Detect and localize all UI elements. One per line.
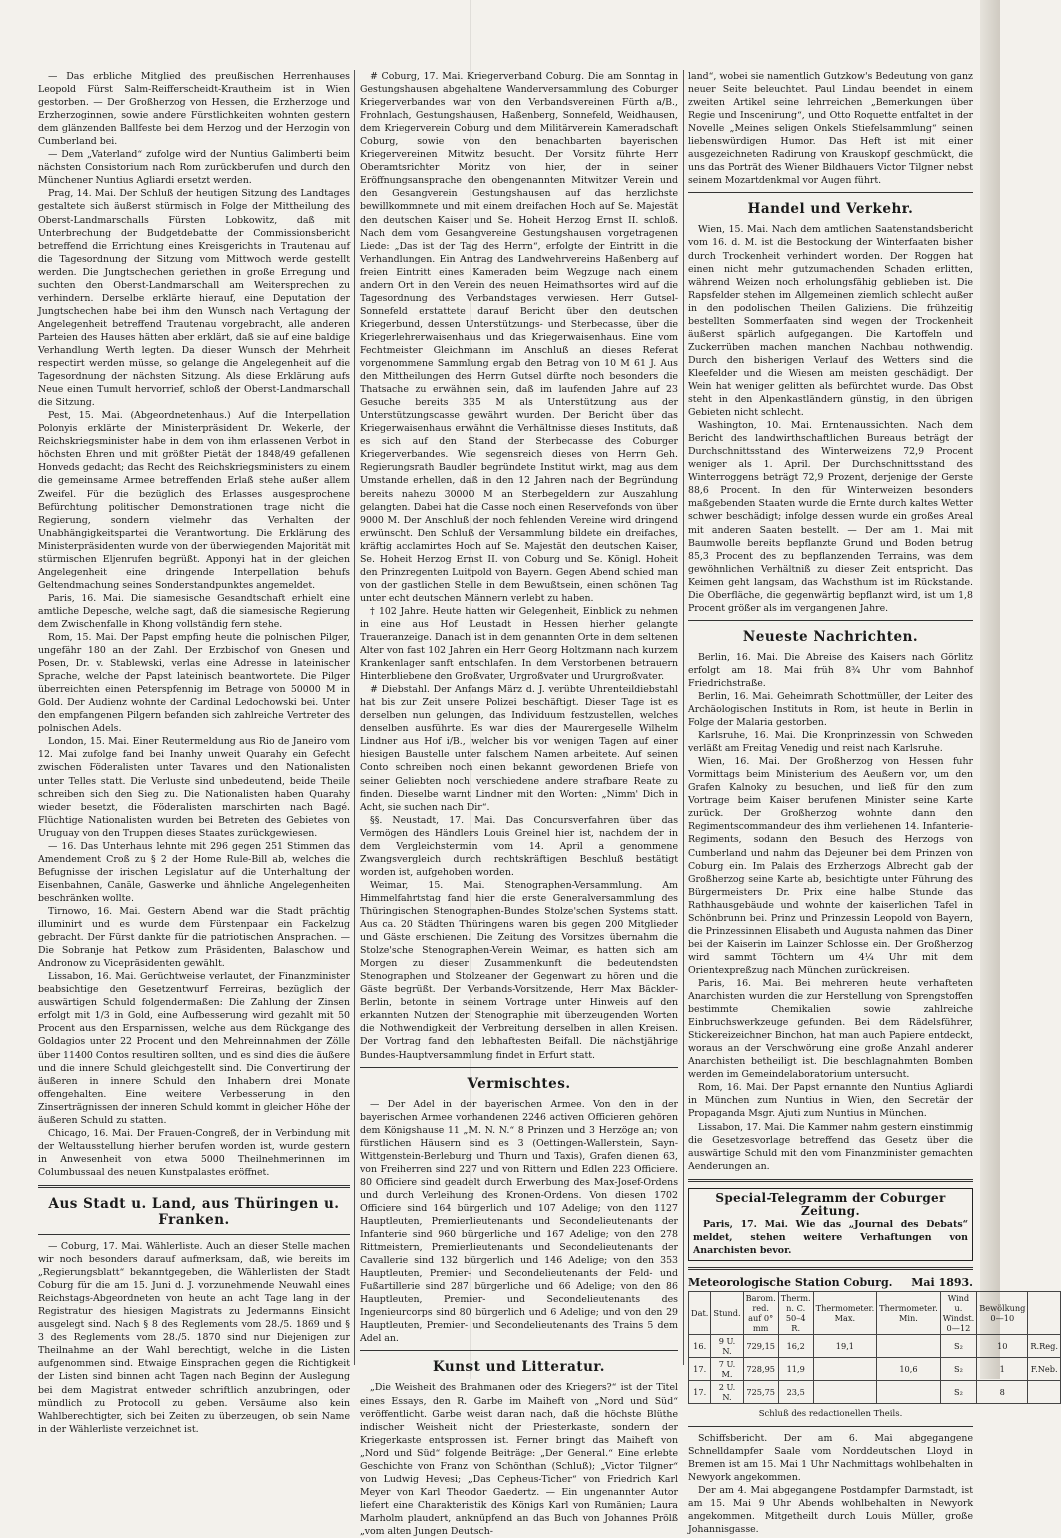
weather-header-cell bbox=[1028, 1291, 1061, 1334]
weather-header bbox=[688, 1276, 973, 1289]
weather-cell: 16,2 bbox=[778, 1334, 813, 1357]
news-paragraph: §§. Neustadt, 17. Mai. Das Concursverfahren über das Vermögen des Händlers Louis Greinel hier ist, nachdem der in dem Vergleichstermin vom 14. April a genommene Zwangsvergleich durch rechtskräftigen Beschluß bestätigt worden ist, aufgehoben worden. bbox=[360, 814, 678, 878]
weather-table bbox=[688, 1291, 1061, 1404]
weather-header-cell: Therm. n. C. 50–4 R. bbox=[778, 1291, 813, 1334]
section-rule bbox=[38, 1185, 350, 1188]
news-paragraph: Schiffsbericht. Der am 6. Mai abgegangene Schnelldampfer Saale vom Norddeutschen Lloyd in Bremen ist am 15. Mai 1 Uhr Nachmittags wohlbehalten in Newyork angekommen. bbox=[688, 1433, 973, 1484]
news-paragraph: London, 15. Mai. Einer Reutermeldung aus Rio de Janeiro vom 12. Mai zufolge fand bei Inanhy unweit Quarahy ein Gefecht zwischen Föderalisten unter Tavares und den Nationalisten unter Telles statt. Die Verluste sind unbedeutend, beide Theile schreiben sich den Sieg zu. Die Nationalisten haben Quarahy wieder besetzt, die Föderalisten marschirten nach Bagé. Flüchtige Nationalisten wurden bei Betreten des Gebietes von Uruguay von den Truppen dieses Staates zurückgewiesen. bbox=[38, 736, 350, 839]
column-divider bbox=[683, 70, 684, 1365]
weather-cell: S₂ bbox=[940, 1357, 976, 1380]
news-paragraph: Tirnowo, 16. Mai. Gestern Abend war die Stadt prächtig illuminirt und es wurde dem Fürstenpaar ein Fackelzug gebracht. Der Fürst dankte für die patriotischen Ansprachen. — Die Sobranje hat Petkow zum Präsidenten, Balaschow und Andronow zu Vicepräsidenten gewählt. bbox=[38, 906, 350, 970]
weather-cell bbox=[877, 1334, 941, 1357]
news-paragraph: Prag, 14. Mai. Der Schluß der heutigen Sitzung des Landtages gestaltete sich äußerst stürmisch in Folge der Mittheilung des Oberst-Landmarschalls Fürsten Lobkowitz, daß mit Unterbrechung der Budgetdebatte der Commissionsbericht betreffend die Errichtung eines Kreisgerichts in Trautenau auf die Tagesordnung der Sitzung vom Mittwoch werde gestellt werden. Die Jungtschechen geriethen in große Erregung und suchten den Oberst-Landmarschall am Weitersprechen zu verhindern. Derselbe erklärte hierauf, eine Deputation der Jungtschechen habe bei ihm den Wunsch nach Vertagung der Angelegenheit betreffend Trautenau vorgebracht, alle anderen Parteien des Hauses hätten aber erklärt, daß sie auf eine baldige Verhandlung Werth legten. Da dieser Wunsch der Mehrheit respectirt werden müsse, so gelange die Angelegenheit auf die Tagesordnung der nächsten Sitzung. Als diese Erklärung aufs Neue einen Tumult hervorrief, schloß der Oberst-Landmarschall die Sitzung. bbox=[38, 188, 350, 409]
weather-cell: 23,5 bbox=[778, 1380, 813, 1403]
section-rule bbox=[688, 1426, 973, 1427]
weather-cell: 8 bbox=[977, 1380, 1028, 1403]
weather-cell: 10 bbox=[977, 1334, 1028, 1357]
weather-cell: F.Neb. bbox=[1028, 1357, 1061, 1380]
news-paragraph: Weimar, 15. Mai. Stenographen-Versammlung. Am Himmelfahrtstag fand hier die erste Generalversammlung des Thüringischen Stenographen-Bundes Stolze'schen Systems statt. Aus ca. 20 Städten Thüringens waren bis gegen 200 Mitglieder und Gäste erschienen. Die Zeitung des Vorsitzes übernahm die Stolze'sche Stenographen-Verein Weimar, es hatten sich am Morgen zu dieser Zusammenkunft die bedeutendsten Stenographen und Stolzeaner der Gegenwart zu hören und die Gäste begrüßt. Der Verbands-Vorsitzende, Herr Max Bäckler-Berlin, betonte in seinem Vortrage unter Hinweis auf den erkannten Nutzen der Stenographie mit überzeugenden Worten die Nothwendigkeit der Verbreitung derselben in allen Kreisen. Der Vortrag fand den lebhaftesten Beifall. Die nächstjährige Bundes-Hauptversammlung findet in Erfurt statt. bbox=[360, 879, 678, 1061]
weather-cell: 11,9 bbox=[778, 1357, 813, 1380]
section-rule bbox=[688, 1267, 973, 1270]
news-paragraph: Lissabon, 16. Mai. Gerüchtweise verlautet, der Finanzminister beabsichtige den Gesetzentwurf Ferreiras, bezüglich der auswärtigen Schuld folgendermaßen: Die Zahlung der Zinsen erfolgt mit 1/3 in Gold, eine Aufbesserung wird gezahlt mit 50 Procent aus den Ersparnissen, welche aus dem Rückgange des Goldagios unter 22 Procent und den Mehreinnahmen der Zölle über 11400 Contos resultiren sollten, und es sind dies die äußere und die innere Schuld gleichgestellt sind. Die Convertirung der äußeren in innere Schuld den Inhabern drei Monate offengehalten. Eine weitere Verbesserung in den Zinserträgnissen der inneren Schuld kommt in gleicher Höhe der äußeren Schuld zu statten. bbox=[38, 971, 350, 1126]
column-divider bbox=[354, 70, 355, 1365]
section-title-local: Aus Stadt u. Land, aus Thüringen u. Franken. bbox=[48, 1195, 340, 1228]
weather-header-cell: Thermometer. Min. bbox=[877, 1291, 941, 1334]
weather-cell bbox=[813, 1357, 877, 1380]
telegram-title: Special-Telegramm der Coburger Zeitung. bbox=[715, 1190, 946, 1218]
weather-cell bbox=[813, 1380, 877, 1403]
column-2 bbox=[360, 70, 678, 1538]
weather-cell: 17. bbox=[689, 1380, 711, 1403]
news-paragraph: Der am 4. Mai abgegangene Postdampfer Darmstadt, ist am 15. Mai 9 Uhr Abends wohlbehalten in Newyork angekommen. Mitgetheilt durch Louis Müller, große Johannisgasse. bbox=[688, 1485, 973, 1536]
page-edge bbox=[980, 0, 1000, 1379]
weather-cell: 728,95 bbox=[743, 1357, 778, 1380]
news-paragraph: Karlsruhe, 16. Mai. Die Kronprinzessin von Schweden verläßt am Freitag Venedig und reist nach Karlsruhe. bbox=[688, 730, 973, 755]
news-paragraph: Paris, 16. Mai. Die siamesische Gesandtschaft erhielt eine amtliche Depesche, welche sagt, daß die siamesische Regierung dem Zwischenfalle in Khong vollständig fern stehe. bbox=[38, 592, 350, 630]
weather-cell: 17. bbox=[689, 1357, 711, 1380]
news-paragraph: Wien, 15. Mai. Nach dem amtlichen Saatenstandsbericht vom 16. d. M. ist die Bestockung der Winterfaaten bisher durch Trockenheit verhindert worden. Der Roggen hat einen nicht mehr gutzumachenden Schaden erlitten, während Weizen noch erholungsfähig geblieben ist. Die Rapsfelder stehen im Allgemeinen ziemlich schlecht außer in den podolischen Theilen Galiziens. Die frühzeitig bestellten Sommerfaaten sind wegen der Trockenheit äußerst spärlich aufgegangen. Die Kartoffeln und Zuckerrüben machen manchen Nachbau nothwendig. Durch den bisherigen Verlauf des Wetters sind die Kleefelder und die Wiesen am meisten geschädigt. Der Wein hat weniger gelitten als befürchtet wurde. Das Obst steht in den Alpenkastländern günstig, in den übrigen Gebieten nicht schlecht. bbox=[688, 224, 973, 419]
section-rule bbox=[38, 1234, 350, 1235]
news-paragraph: — 16. Das Unterhaus lehnte mit 296 gegen 251 Stimmen das Amendement Croß zu § 2 der Home Rule-Bill ab, welches die Befugnisse der irischen Legislatur auf die Unterhaltung der Eisenbahnen, Canäle, Gaswerke und ähnliche Angelegenheiten beschränken wollte. bbox=[38, 840, 350, 904]
weather-header-row bbox=[689, 1291, 1061, 1334]
special-telegram-box bbox=[688, 1188, 973, 1261]
news-paragraph: land“, wobei sie namentlich Gutzkow's Bedeutung von ganz neuer Seite beleuchtet. Paul Lindau beendet in einem zweiten Artikel seine lehrreichen „Bemerkungen über Regie und Inscenirung“, und Otto Roquette entfaltet in der Novelle „Meines seligen Onkels Stiefelsammlung“ seinen liebenswürdigen Humor. Das Heft ist mit einer ausgezeichneten Radirung von Krauskopf geschmückt, die uns das Porträt des Wiener Bildhauers Victor Tilgner nebst seinem Mozartdenkmal vor Augen führt. bbox=[688, 71, 973, 187]
weather-cell: 729,15 bbox=[743, 1334, 778, 1357]
weather-cell: 19,1 bbox=[813, 1334, 877, 1357]
weather-header-cell: Stund. bbox=[711, 1291, 743, 1334]
news-paragraph: # Coburg, 17. Mai. Kriegerverband Coburg. Die am Sonntag in Gestungshausen abgehaltene Wanderversammlung des Coburger Kriegerverbandes war von den Verbandsvereinen Fürth a/B., Frohnlach, Gestungshausen, Haßenberg, Sonnefeld, Weidhausen, dem Kriegerverein Coburg und dem Militärverein Kameradschaft Coburg, sowie von den benachbarten bayerischen Kriegervereinen Mitwitz besucht. Der Vorsitz führte Herr Oberamtsrichter Moritz von hier, der in seiner Eröffnungsansprache den obengenannten Mitwitzer Verein und den Gesangverein Gestungshausen auf das herzlichste bewillkommnete und mit einem dreifachen Hoch auf Se. Majestät den deutschen Kaiser und Se. Hoheit Herzog Ernst II. schloß. Nach dem vom Gesangvereine Gestungshausen vorgetragenen Liede: „Das ist der Tag des Herrn“, erfolgte der Eintritt in die Verhandlungen. Ein Antrag des Landwehrvereins Haßenberg auf freien Eintritt eines Kameraden beim Wegzuge nach einem andern Ort in den Verein des neuen Heimathsortes wird auf die Tagesordnung des Verbandstages verwiesen. Herr Gutsel-Sonnefeld erstattete darauf Bericht über den deutschen Kriegerbund, dessen Unterstützungs- und Sterbecasse, über die Kriegerlehrerwaisenhaus und das Kriegerwaisenhaus. Eine vom Fechtmeister Gleichmann im Anschluß an dieses Referat vorgenommene Sammlung ergab den Betrag von 10 M 61 J. Aus den Mittheilungen des Herrn Gutsel dürfte noch besonders die Thatsache zu erwähnen sein, daß im laufenden Jahre auf 23 Gesuche bereits 335 M als Unterstützung aus der Unterstützungscasse gewährt wurden. Der Bericht über das Kriegerwaisenhaus erwähnt die Verhältnisse dieses Instituts, daß es sich auf den Stand der Sterbecasse des Coburger Kriegerverbandes. Wie segensreich dieses von Herrn Geh. Regierungsrath Baudler begründete Institut wirkt, mag aus dem Umstande erhellen, daß in den 12 Jahren nach der Begründung bereits nahezu 30000 M an Sterbegeldern zur Auszahlung gelangten. Dabei hat die Casse noch einen Reservefonds von über 9000 M. Der Anschluß der noch fehlenden Vereine wird dringend erwünscht. Den Schluß der Versammlung bildete ein dreifaches, kräftig acclamirtes Hoch auf Se. Majestät den deutschen Kaiser, Se. Hoheit Herzog Ernst II. von Coburg und Se. Königl. Hoheit den Prinzregenten Luitpold von Bayern. Gegen Abend schied man von der gastlichen Stelle in dem Bewußtsein, einen schönen Tag unter echt deutschen Männern verlebt zu haben. bbox=[360, 71, 678, 604]
news-paragraph: Pest, 15. Mai. (Abgeordnetenhaus.) Auf die Interpellation Polonyis erklärte der Ministerpräsident Dr. Wekerle, der Reichskriegsminister habe in dem von ihm erlassenen Verbot in höchsten Ehren und mit größter Pietät der 1848/49 gefallenen Honveds gedacht; das Recht des Reichskriegsministers zu einem die gemeinsame Armee betreffenden Erlaß stehe außer allem Zweifel. Für die bezüglich des Erlasses ausgesprochene Befürchtung politischer Demonstrationen trage nicht die Regierung, sondern vielmehr das Verhalten der Unabhängigkeitspartei die Verantwortung. Die Erklärung des Ministerpräsidenten wurde von der überwiegenden Majorität mit stürmischen Eljenrufen begrüßt. Apponyi hat in der gleichen Angelegenheit eine dringende Interpellation behufs Geltendmachung seines Sonderstandpunktes angemeldet. bbox=[38, 410, 350, 591]
news-paragraph: — Coburg, 17. Mai. Wählerliste. Auch an dieser Stelle machen wir noch besonders darauf aufmerksam, daß, wie bereits im „Regierungsblatt“ bekanntgegeben, die Wählerlisten der Stadt Coburg für die am 15. Juni d. J. vorzunehmende Neuwahl eines Reichstags-Abgeordneten von heute an acht Tage lang in der Registratur des hiesigen Magistrats zu Jedermanns Einsicht ausgelegt sind. Nach § 8 des Reglements vom 28./5. 1869 und § 3 des Reglements vom 28./5. 1870 sind nur Diejenigen zur Theilnahme an der Wahl berechtigt, welche in die Listen aufgenommen sind. Etwaige Einsprachen gegen die Richtigkeit der Listen sind binnen acht Tagen nach Beginn der Auslegung bei dem Magistrat entweder schriftlich anzubringen, oder mündlich zu Protocoll zu geben. Versäume also kein Wahlberechtigter, sich bei Zeiten zu überzeugen, ob sein Name in der Wählerliste verzeichnet ist. bbox=[38, 1240, 350, 1435]
telegram-text: Paris, 17. Mai. Wie das „Journal des Debats“ meldet, stehen weitere Verhaftungen von Anarchisten bevor. bbox=[693, 1218, 968, 1256]
weather-header-cell: Thermometer. Max. bbox=[813, 1291, 877, 1334]
table-row bbox=[689, 1334, 1061, 1357]
weather-cell: R.Reg. bbox=[1028, 1334, 1061, 1357]
weather-cell bbox=[1028, 1380, 1061, 1403]
section-rule bbox=[360, 1067, 678, 1068]
section-title-neueste: Neueste Nachrichten. bbox=[742, 628, 919, 645]
news-paragraph: Paris, 16. Mai. Bei mehreren heute verhafteten Anarchisten wurden die zur Herstellung von Sprengstoffen bestimmte Chemikalien sowie zahlreiche Einbruchswerkzeuge gefunden. Bei dem Rädelsführer, Stickereizeichner Binchon, hat man auch Papiere entdeckt, woraus an der Verschwörung eine große Anzahl anderer Anarchisten betheiligt ist. Die beschlagnahmten Bomben werden im Gemeindelaboratorium untersucht. bbox=[688, 978, 973, 1081]
news-paragraph: Lissabon, 17. Mai. Die Kammer nahm gestern einstimmig die Gesetzesvorlage betreffend das Gesetz über die auswärtige Schuld mit den vom Finanzminister gemachten Aenderungen an. bbox=[688, 1121, 973, 1172]
news-paragraph: † 102 Jahre. Heute hatten wir Gelegenheit, Einblick zu nehmen in eine aus Hof Leustadt in Hessen hierher gelangte Traueranzeige. Danach ist in dem genannten Orte in dem seltenen Alter von fast 102 Jahren ein Herr Georg Holtzmann nach kurzem Krankenlager sanft entschlafen. In dem Verstorbenen betrauern Hinterbliebene den Großvater, Urgroßvater und Ururgroßvater. bbox=[360, 605, 678, 683]
news-paragraph: Rom, 16. Mai. Der Papst ernannte den Nuntius Agliardi in München zum Nuntius in Wien, den Secretär der Propaganda Msgr. Ajuti zum Nuntius in München. bbox=[688, 1082, 973, 1120]
section-rule bbox=[688, 620, 973, 621]
weather-header-cell: Wind u. Windst. 0—12 bbox=[940, 1291, 976, 1334]
section-title-handel: Handel und Verkehr. bbox=[747, 201, 914, 218]
news-paragraph: Rom, 15. Mai. Der Papst empfing heute die polnischen Pilger, ungefähr 180 an der Zahl. Der Erzbischof von Gnesen und Posen, Dr. v. Stablewski, verlas eine Adresse in lateinischer Sprache, welche der Papst lateinisch beantwortete. Die Pilger überreichten einen Peterspfennig im Betrage von 50000 M in Gold. Der Audienz wohnte der Cardinal Ledochowski bei. Unter den empfangenen Pilgern befanden sich zahlreiche Vertreter des polnischen Adels. bbox=[38, 632, 350, 735]
news-paragraph: Wien, 16. Mai. Der Großherzog von Hessen fuhr Vormittags beim Ministerium des Aeußern vor, um den Grafen Kalnoky zu besuchen, und ließ für den zum Vortrage beim Kaiser berufenen Minister seine Karte zurück. Der Großherzog wohnte dann den Regimentscommandeur des ihm verliehenen 14. Infanterie-Regiments, sodann den Besuch des Herzogs von Cumberland und nahm das Dejeuner bei dem Prinzen von Coburg ein. Im Palais des Erzherzogs Albrecht gab der Großherzog seine Karte ab, besichtigte unter Führung des Bürgermeisters Dr. Prix eine halbe Stunde das Rathhausgebäude und wohnte der kaiserlichen Tafel in Schönbrunn bei. Prinz und Prinzessin Leopold von Bayern, die Prinzessinnen Elisabeth und Augusta nahmen das Diner bei der Kaiserin im Lainzer Schlosse ein. Der Großherzog wird sammt Töchtern um 4¼ Uhr mit dem Orientexpreßzug nach München zurückreisen. bbox=[688, 756, 973, 976]
section-title-kunst: Kunst und Litteratur. bbox=[432, 1359, 606, 1376]
weather-cell: 2 U. N. bbox=[711, 1380, 743, 1403]
weather-header-cell: Barom. red. auf 0° mm bbox=[743, 1291, 778, 1334]
weather-cell: S₂ bbox=[940, 1380, 976, 1403]
news-paragraph: „Die Weisheit des Brahmanen oder des Kriegers?“ ist der Titel eines Essays, den R. Garbe im Maiheft von „Nord und Süd“ veröffentlicht. Garbe weist daran nach, daß die höchste Blüthe indischer Weisheit nicht der Priesterkaste, sondern der Kriegerkaste entsprossen ist. Ferner bringt das Maiheft von „Nord und Süd“ folgende Beiträge: „Der General.“ Eine erlebte Geschichte von Franz von Schönthan (Schluß); „Victor Tilgner“ von Ludwig Hevesi; „Das Cepheus-Ticher“ von Friedrich Karl Meyer von Karl Theodor Gaedertz. — Ein ungenannter Autor liefert eine Charakteristik des Königs Karl von Rumänien; Laura Marholm plaudert, anknüpfend an das Buch von Johannes Prölß „vom alten Jungen Deutsch- bbox=[360, 1382, 678, 1537]
news-paragraph: # Diebstahl. Der Anfangs März d. J. verübte Uhrenteildiebstahl hat bis zur Zeit unsere Polizei beschäftigt. Dieser Tage ist es derselben nun gelungen, das Individuum festzustellen, welches denselben ausführte. Es war dies der Maurergeselle Wilhelm Lindner aus Hof i/B., welcher bis vor wenigen Tagen auf einer hiesigen Baustelle unter falschem Namen arbeitete. Auf seinen Conto schreiben noch einen bekannt gewordenen Briefe von seiner Geliebten noch verschiedene andere strafbare Reate zu finden. Dieselbe warnt Lindner mit den Worten: „Nimm' Dich in Acht, sie suchen nach Dir“. bbox=[360, 684, 678, 813]
weather-cell: S₂ bbox=[940, 1334, 976, 1357]
newspaper-page bbox=[38, 70, 1058, 1537]
news-paragraph: Washington, 10. Mai. Erntenaussichten. Nach dem Bericht des landwirthschaftlichen Bureaus beträgt der Durchschnittsstand des Winterweizens 72,9 Procent weniger als 1. April. Der Durchschnittsstand des Winterroggens beträgt 72,9 Prozent, derjenige der Gerste 88,6 Procent. In den für Winterweizen besonders maßgebenden Staaten wurde die Ernte durch kaltes Wetter schwer beschädigt; infolge dessen wurde ein großes Areal mit anderen Saaten bestellt. — Der am 1. Mai mit Baumwolle bereits bepflanzte Grund und Boden betrug 85,3 Procent des zu bepflanzenden Terrains, was dem gewöhnlichen Verhältniß zu dieser Zeit entspricht. Das Keimen geht langsam, das Wachsthum ist im Rückstande. Die Oberfläche, die gegenwärtig bepflanzt wird, ist um 1,8 Procent größer als im vergangenen Jahre. bbox=[688, 420, 973, 614]
section-rule bbox=[688, 1179, 973, 1182]
weather-header-cell: Bewölkung 0—10 bbox=[977, 1291, 1028, 1334]
weather-cell: 7 U. M. bbox=[711, 1357, 743, 1380]
news-paragraph: — Dem „Vaterland“ zufolge wird der Nuntius Galimberti beim nächsten Consistorium nach Rom zurückberufen und durch den Münchener Nuntius Agliardi ersetzt werden. bbox=[38, 149, 350, 187]
column-1 bbox=[38, 70, 350, 1436]
editorial-end-note: Schluß des redactionellen Theils. bbox=[758, 1408, 903, 1419]
section-title-vermischtes: Vermischtes. bbox=[467, 1075, 571, 1092]
weather-cell: 1 bbox=[977, 1357, 1028, 1380]
table-row bbox=[689, 1357, 1061, 1380]
weather-cell: 10,6 bbox=[877, 1357, 941, 1380]
weather-period: Mai 1893. bbox=[911, 1275, 973, 1289]
news-paragraph: — Der Adel in der bayerischen Armee. Von den in der bayerischen Armee vorhandenen 2246 activen Officieren gehören dem Königshause 11 „M. N. N.“ 8 Prinzen und 3 Herzöge an; von fürstlichen Häusern sind es 3 (Oettingen-Wallerstein, Sayn-Wittgenstein-Berleburg und Thurn und Taxis), Grafen dienen 63, von Freiherren sind 227 und von Rittern und Edlen 223 Officiere. 80 Officiere sind geadelt durch Erwerbung des Max-Josef-Ordens und durch Verleihung des Kronen-Ordens. Von diesen 1702 Officiere sind 164 bürgerlich und 107 Adelige; von den 1127 Hauptleuten, Premierlieutenants und Secondelieutenants der Infanterie sind 960 bürgerliche und 167 Adelige; von den 278 Rittmeistern, Premierlieutenants und Secondelieutenants der Cavallerie sind 132 bürgerlich und 146 Adelige; von den 353 Hauptleuten, Premier- und Secondelieutenants der Feld- und Fußartillerie sind 287 bürgerliche und 66 Adelige; von den 86 Hauptleuten, Premier- und Secondelieutenants des Ingenieurcorps sind 80 bürgerlich und 6 Adelige; und von den 29 Hauptleuten, Premier- und Secondelieutenants des Trains 5 dem Adel an. bbox=[360, 1098, 678, 1345]
section-rule bbox=[360, 1350, 678, 1351]
weather-cell: 16. bbox=[689, 1334, 711, 1357]
news-paragraph: Berlin, 16. Mai. Geheimrath Schottmüller, der Leiter des Archäologischen Instituts in Rom, ist heute in Berlin in Folge der Malaria gestorben. bbox=[688, 690, 973, 729]
weather-cell: 725,75 bbox=[743, 1380, 778, 1403]
weather-cell: 9 U. N. bbox=[711, 1334, 743, 1357]
news-paragraph: — Das erbliche Mitglied des preußischen Herrenhauses Leopold Fürst Salm-Reifferscheidt-Krautheim ist in Wien gestorben. — Der Großherzog von Hessen, die Erzherzoge und Erzherzoginnen, sowie andere Fürstlichkeiten wohnten gestern dem glänzenden Ballfeste bei dem Herzog und der Herzogin von Cumberland bei. bbox=[38, 71, 350, 148]
weather-cell bbox=[877, 1380, 941, 1403]
column-3 bbox=[688, 70, 1058, 1536]
weather-header-cell: Dat. bbox=[689, 1291, 711, 1334]
weather-station: Meteorologische Station Coburg. bbox=[688, 1275, 893, 1289]
news-paragraph: Berlin, 16. Mai. Die Abreise des Kaisers nach Görlitz erfolgt am 18. Mai früh 8¾ Uhr vom Bahnhof Friedrichstraße. bbox=[688, 651, 973, 689]
section-rule bbox=[688, 192, 973, 193]
news-paragraph: Chicago, 16. Mai. Der Frauen-Congreß, der in Verbindung mit der Weltausstellung hierher berufen worden ist, wurde gestern in Anwesenheit von etwa 5000 Theilnehmerinnen im Columbussaal des neuen Kunstpalastes eröffnet. bbox=[38, 1127, 350, 1178]
table-row bbox=[689, 1380, 1061, 1403]
